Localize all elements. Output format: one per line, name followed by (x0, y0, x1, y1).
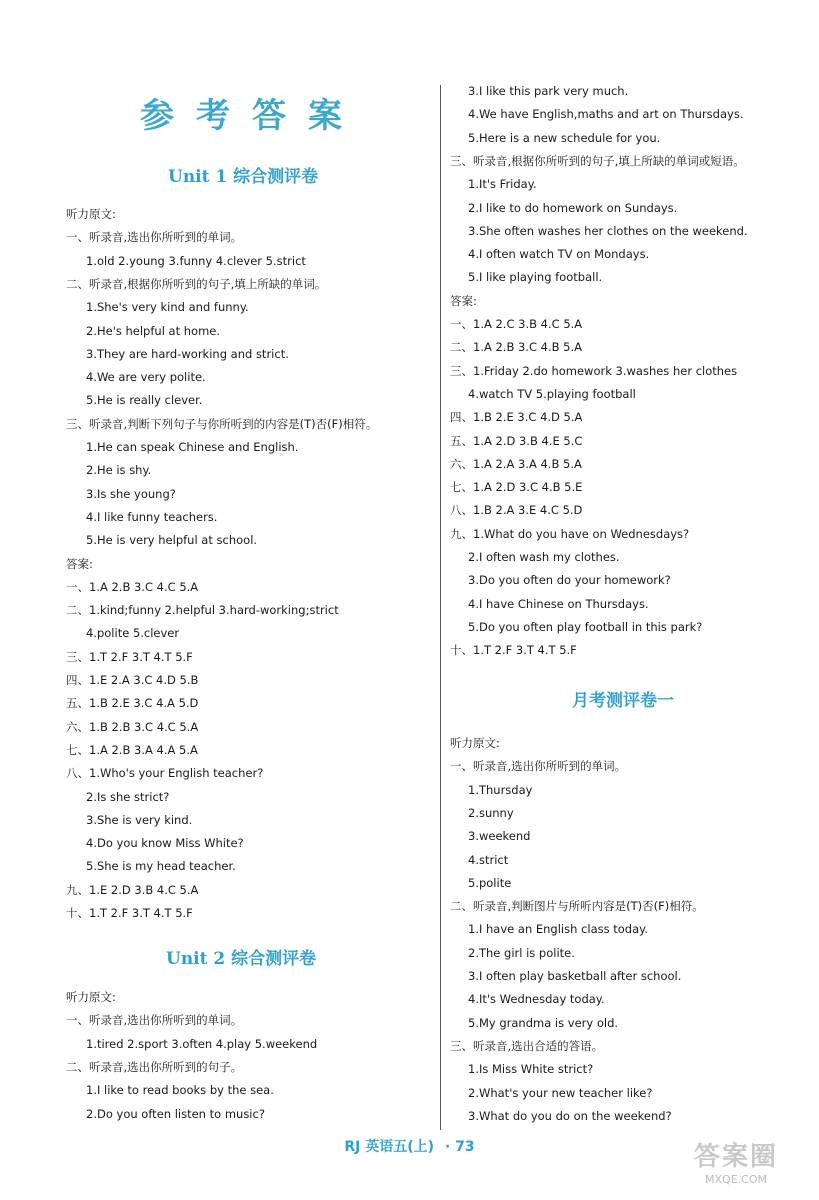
text-line: 1.It's Friday. (468, 177, 537, 192)
text-line: 4.watch TV 5.playing football (468, 386, 636, 401)
text-line: 5.polite (468, 875, 512, 890)
text-line: 三、听录音,判断下列句子与你所听到的内容是(T)否(F)相符。 (66, 416, 378, 431)
text-line: 六、1.A 2.A 3.A 4.B 5.A (450, 456, 582, 471)
text-line: 2.sunny (468, 805, 514, 820)
text-line: 3.Do you often do your homework? (468, 573, 671, 588)
text-line: 二、听录音,判断图片与所听内容是(T)否(F)相符。 (450, 899, 704, 914)
text-line: 5.He is really clever. (86, 393, 203, 408)
text-line: 三、听录音,选出合适的答语。 (450, 1038, 604, 1053)
text-line: 1.old 2.young 3.funny 4.clever 5.strict (86, 253, 306, 268)
text-line: 一、听录音,选出你所听到的单词。 (450, 759, 627, 774)
text-line: 3.weekend (468, 829, 531, 844)
text-line: 5.She is my head teacher. (86, 859, 236, 874)
text-line: 4.We have English,maths and art on Thursdays. (468, 107, 744, 122)
text-line: 3.I like this park very much. (468, 84, 629, 98)
text-line: 四、1.E 2.A 3.C 4.D 5.B (66, 673, 199, 687)
text-line: 2.Is she strict? (86, 789, 170, 804)
text-line: 2.I often wash my clothes. (468, 550, 620, 564)
watermark-url: MXQE.COM (705, 1173, 767, 1186)
text-line: 3.They are hard-working and strict. (86, 346, 289, 361)
text-line: 1.Is Miss White strict? (468, 1062, 594, 1077)
text-line: 一、听录音,选出你所听到的单词。 (66, 230, 243, 245)
text-line: 4.I have Chinese on Thursdays. (468, 596, 649, 611)
text-line: 1.He can speak Chinese and English. (86, 440, 299, 454)
text-line: 七、1.A 2.B 3.A 4.A 5.A (66, 742, 198, 757)
text-line: 三、1.T 2.F 3.T 4.T 5.F (66, 649, 193, 664)
text-line: 2.Do you often listen to music? (86, 1106, 265, 1121)
text-line: 三、1.Friday 2.do homework 3.washes her clothes (450, 363, 738, 378)
text-line: 二、1.kind;funny 2.helpful 3.hard-working;strict (66, 603, 339, 618)
text-line: 3.She often washes her clothes on the weekend. (468, 223, 748, 238)
text-line: 4.We are very polite. (86, 370, 206, 385)
text-line: 十、1.T 2.F 3.T 4.T 5.F (450, 643, 577, 658)
text-line: 3.She is very kind. (86, 812, 193, 827)
text-line: 六、1.B 2.B 3.C 4.C 5.A (66, 719, 199, 734)
text-line: 4.I often watch TV on Mondays. (468, 247, 650, 262)
text-line: 1.I have an English class today. (468, 922, 648, 937)
text-line: 听力原文: (450, 736, 500, 750)
text-line: 一、1.A 2.C 3.B 4.C 5.A (450, 317, 583, 331)
text-line: 4.It's Wednesday today. (468, 992, 605, 1007)
page-title: 参考答案 (140, 96, 364, 136)
footer-label: RJ 英语五(上) (344, 1139, 435, 1155)
text-line: 听力原文: (66, 207, 116, 221)
text-line: 答案: (66, 556, 93, 571)
text-line: 二、听录音,根据你所听到的句子,填上所缺的单词。 (66, 276, 327, 291)
text-line: 4.polite 5.clever (86, 626, 180, 641)
text-line: 八、1.Who's your English teacher? (66, 766, 264, 781)
section-title-monthly: 月考测评卷一 (572, 691, 674, 711)
text-line: 5.Do you often play football in this park? (468, 619, 703, 634)
text-line: 四、1.B 2.E 3.C 4.D 5.A (450, 410, 583, 425)
text-line: 4.strict (468, 852, 509, 867)
text-line: 5.I like playing football. (468, 270, 603, 285)
text-line: 听力原文: (66, 990, 116, 1004)
section-title-unit1: Unit 1 综合测评卷 (168, 167, 319, 187)
text-line: 3.I often play basketball after school. (468, 969, 682, 983)
text-line: 二、听录音,选出你所听到的句子。 (66, 1059, 243, 1074)
watermark-text: 答案圈 (693, 1142, 778, 1172)
watermark-logo (661, 1136, 811, 1194)
text-line: 一、听录音,选出你所听到的单词。 (66, 1013, 243, 1028)
text-line: 5.He is very helpful at school. (86, 533, 258, 548)
text-line: 2.What's your new teacher like? (468, 1085, 653, 1100)
text-line: 三、听录音,根据你所听到的句子,填上所缺的单词或短语。 (450, 153, 745, 168)
text-line: 1.tired 2.sport 3.often 4.play 5.weekend (86, 1036, 318, 1051)
text-line: 答案: (450, 293, 477, 308)
text-line: 2.The girl is polite. (468, 945, 575, 960)
text-line: 1.I like to read books by the sea. (86, 1083, 274, 1098)
text-line: 3.Is she young? (86, 486, 176, 501)
text-line: 5.My grandma is very old. (468, 1015, 619, 1030)
column-divider (440, 85, 441, 1130)
text-line: 九、1.What do you have on Wednesdays? (450, 526, 690, 541)
text-line: 五、1.A 2.D 3.B 4.E 5.C (450, 433, 583, 448)
text-line: 七、1.A 2.D 3.C 4.B 5.E (450, 480, 583, 495)
text-line: 1.She's very kind and funny. (86, 300, 249, 315)
text-line: 一、1.A 2.B 3.C 4.C 5.A (66, 579, 199, 594)
section-title-unit2: Unit 2 综合测评卷 (166, 949, 317, 969)
text-line: 4.Do you know Miss White? (86, 836, 244, 851)
text-line: 1.Thursday (468, 782, 533, 797)
text-line: 3.What do you do on the weekend? (468, 1108, 672, 1123)
text-line: 2.He's helpful at home. (86, 323, 221, 338)
text-line: 4.I like funny teachers. (86, 509, 218, 524)
text-line: 二、1.A 2.B 3.C 4.B 5.A (450, 340, 583, 355)
text-line: 2.He is shy. (86, 463, 152, 478)
text-line: 九、1.E 2.D 3.B 4.C 5.A (66, 882, 199, 897)
text-line: 十、1.T 2.F 3.T 4.T 5.F (66, 906, 193, 920)
text-line: 八、1.B 2.A 3.E 4.C 5.D (450, 503, 583, 518)
footer-page-number: · 73 (444, 1139, 475, 1155)
text-line: 5.Here is a new schedule for you. (468, 130, 661, 145)
text-line: 五、1.B 2.E 3.C 4.A 5.D (66, 696, 199, 711)
text-line: 2.I like to do homework on Sundays. (468, 200, 678, 215)
